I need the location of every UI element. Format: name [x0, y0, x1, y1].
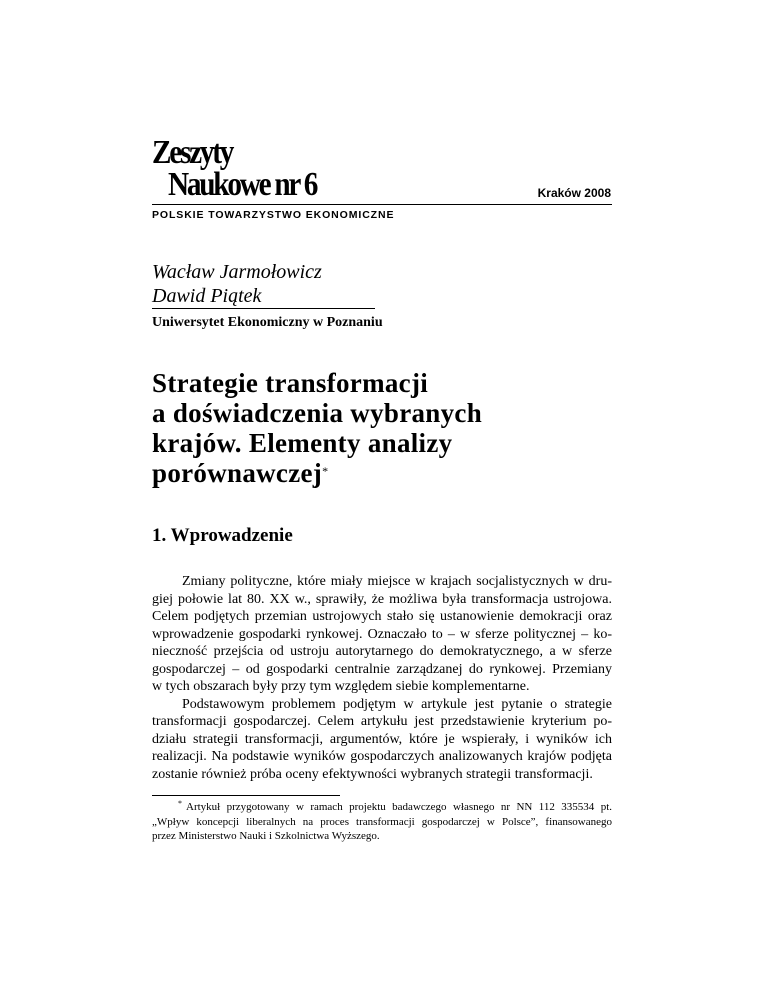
footnote-line [152, 800, 612, 815]
body-line: gospodarczej – od gospodarki centralnie zarządzanej do rynkowej. Przemiany [152, 661, 612, 677]
journal-name-line1: Zeszyty [152, 134, 233, 171]
body-line: giej połowie lat 80. XX w., sprawiły, że możliwa była transformacja ustrojowa. [152, 591, 612, 607]
body-line: transformacji gospodarczej. Celem artykułu jest przedstawienie kryterium po- [152, 714, 612, 729]
masthead-divider [152, 204, 612, 205]
author-affiliation: Uniwersytet Ekonomiczny w Poznaniu [152, 315, 383, 330]
body-line: Podstawowym problemem podjętym w artykule jest pytanie o strategie [182, 696, 612, 712]
journal-society: POLSKIE TOWARZYSTWO EKONOMICZNE [152, 209, 395, 221]
section-heading: 1. Wprowadzenie [152, 525, 293, 546]
body-line: w tych obszarach były przy tym względem siebie komplementarne. [152, 679, 530, 694]
body-line: Zmiany polityczne, które miały miejsce w krajach socjalistycznych w dru- [182, 574, 612, 589]
author-divider [152, 308, 375, 309]
body-line: działu strategii transformacji, argumentów, które je wspierały, i wyników ich [152, 731, 612, 747]
journal-city-year: Kraków 2008 [537, 186, 611, 200]
author-1: Wacław Jarmołowicz [152, 261, 322, 283]
body-line: realizacji. Na podstawie wyników gospodarczych analizowanych krajów podjęta [152, 749, 612, 764]
author-2: Dawid Piątek [152, 285, 262, 307]
footnote-marker: * [178, 800, 182, 808]
footnote-line: „Wpływ koncepcji liberalnych na proces transformacji gospodarczej w Polsce”, finansowanego [152, 815, 612, 828]
title-line-last [152, 458, 612, 488]
body-paragraphs [152, 573, 612, 783]
footnote-divider [152, 795, 340, 796]
title-line: krajów. Elementy analizy [152, 428, 453, 458]
body-line: nieczność przejścia od ustroju autorytarnego do demokratycznego, a w sferze [152, 644, 612, 659]
article-title [152, 368, 612, 488]
title-line: a doświadczenia wybranych [152, 398, 483, 428]
footnote-line-text: Artykuł przygotowany w ramach projektu badawczego własnego nr NN 112 335534 pt. [186, 801, 612, 813]
footnote [152, 800, 612, 844]
journal-name-line2: Naukowe nr 6 [168, 166, 317, 203]
footnote-line: przez Ministerstwo Nauki i Szkolnictwa Wyższego. [152, 830, 380, 842]
title-line: Strategie transformacji [152, 368, 429, 398]
title-footnote-marker: * [322, 464, 329, 478]
body-line: Celem podjętych przemian ustrojowych stało się ustanowienie demokracji oraz [152, 609, 612, 624]
body-line: wprowadzenie gospodarki rynkowej. Oznaczało to – w sferze politycznej – ko- [152, 626, 612, 642]
title-line-text: porównawczej [152, 458, 323, 488]
body-line: zostanie również próba oceny efektywności wybranych strategii transformacji. [152, 766, 593, 782]
